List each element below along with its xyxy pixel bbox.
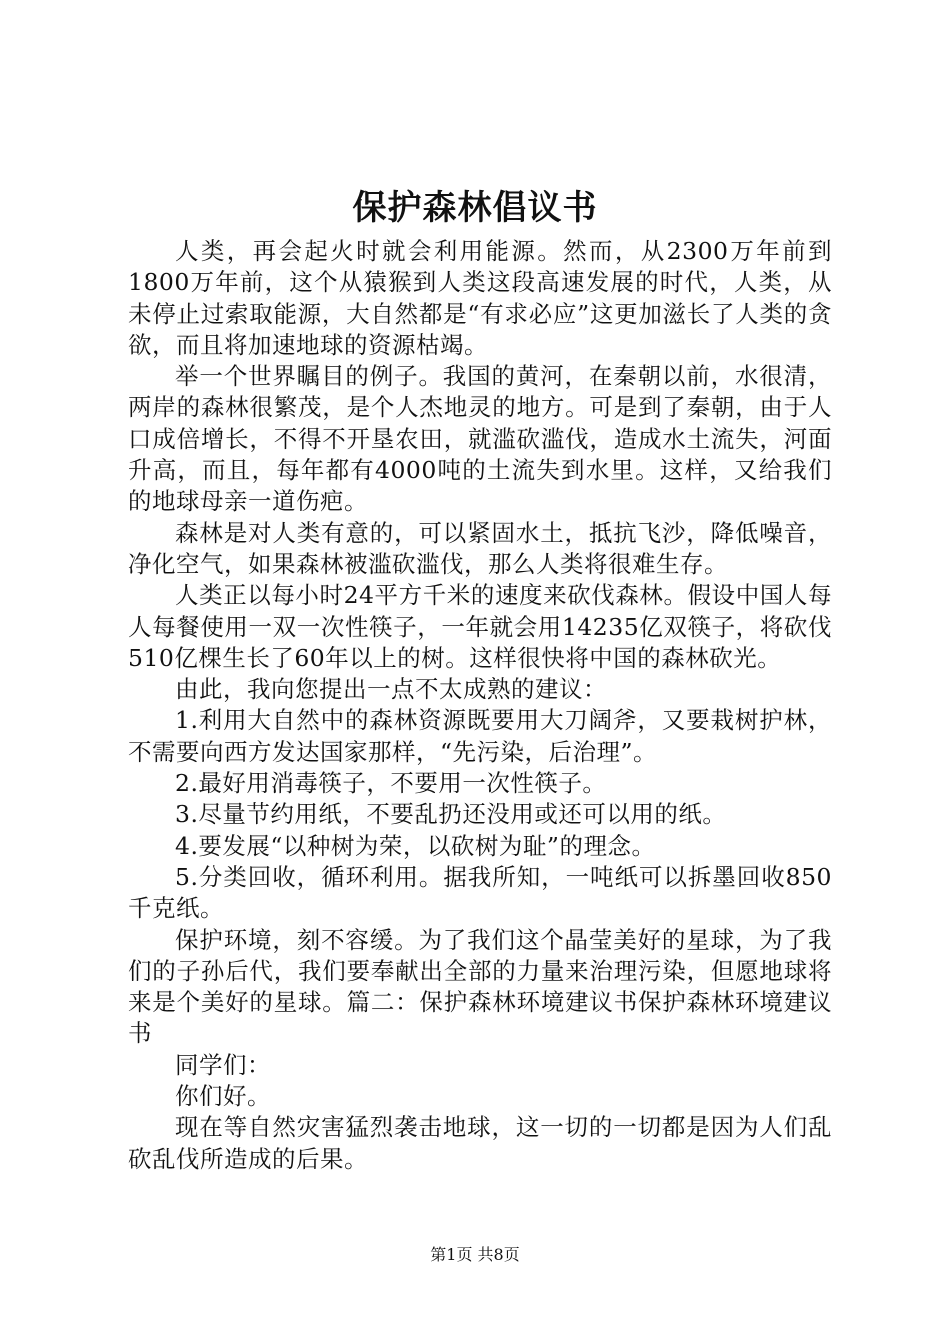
paragraph: 举一个世界瞩目的例子。我国的黄河，在秦朝以前，水很清，两岸的森林很繁茂，是个人杰地灵的地方。可是到了秦朝，由于人口成倍增长，不得不开垦农田，就滥砍滥伐，造成水土流失，河面升高，而且，每年都有4000吨的土流失到水里。这样，又给我们的地球母亲一道伤疤。 — [128, 362, 832, 516]
document-title: 保护森林倡议书 — [352, 188, 598, 228]
page-number-footer: 第1页 共8页 — [430, 1245, 520, 1264]
list-item-suggestion: 4.要发展“以种树为荣，以砍树为耻”的理念。 — [175, 831, 656, 860]
paragraph: 森林是对人类有意的，可以紧固水土，抵抗飞沙，降低噪音，净化空气，如果森林被滥砍滥伐，那么人类将很难生存。 — [128, 518, 832, 578]
list-item-suggestion: 5.分类回收，循环利用。据我所知，一吨纸可以拆墨回收850千克纸。 — [128, 862, 832, 923]
document-body — [128, 236, 832, 1175]
greeting: 你们好。 — [175, 1082, 271, 1111]
list-item-suggestion: 3.尽量节约用纸，不要乱扔还没用或还可以用的纸。 — [175, 800, 727, 829]
paragraph: 现在等自然灾害猛烈袭击地球，这一切的一切都是因为人们乱砍乱伐所造成的后果。 — [128, 1113, 832, 1173]
list-item-suggestion: 1.利用大自然中的森林资源既要用大刀阔斧，又要栽树护林，不需要向西方发达国家那样，“先污染，后治理”。 — [128, 706, 832, 766]
list-item-suggestion: 2.最好用消毒筷子，不要用一次性筷子。 — [175, 769, 607, 798]
paragraph: 人类正以每小时24平方千米的速度来砍伐森林。假设中国人每人每餐使用一双一次性筷子，一年就会用14235亿双筷子，将砍伐510亿棵生长了60年以上的树。这样很快将中国的森林砍光。 — [128, 581, 832, 672]
paragraph: 由此，我向您提出一点不太成熟的建议： — [175, 675, 607, 704]
greeting: 同学们： — [175, 1050, 271, 1079]
paragraph: 保护环境，刻不容缓。为了我们这个晶莹美好的星球，为了我们的子孙后代，我们要奉献出全部的力量来治理污染，但愿地球将来是个美好的星球。篇二：保护森林环境建议书保护森林环境建议书 — [128, 925, 832, 1048]
paragraph: 人类，再会起火时就会利用能源。然而，从2300万年前到1800万年前，这个从猿猴到人类这段高速发展的时代，人类，从未停止过索取能源，大自然都是“有求必应”这更加滋长了人类的贪欲，而且将加速地球的资源枯竭。 — [128, 237, 832, 359]
